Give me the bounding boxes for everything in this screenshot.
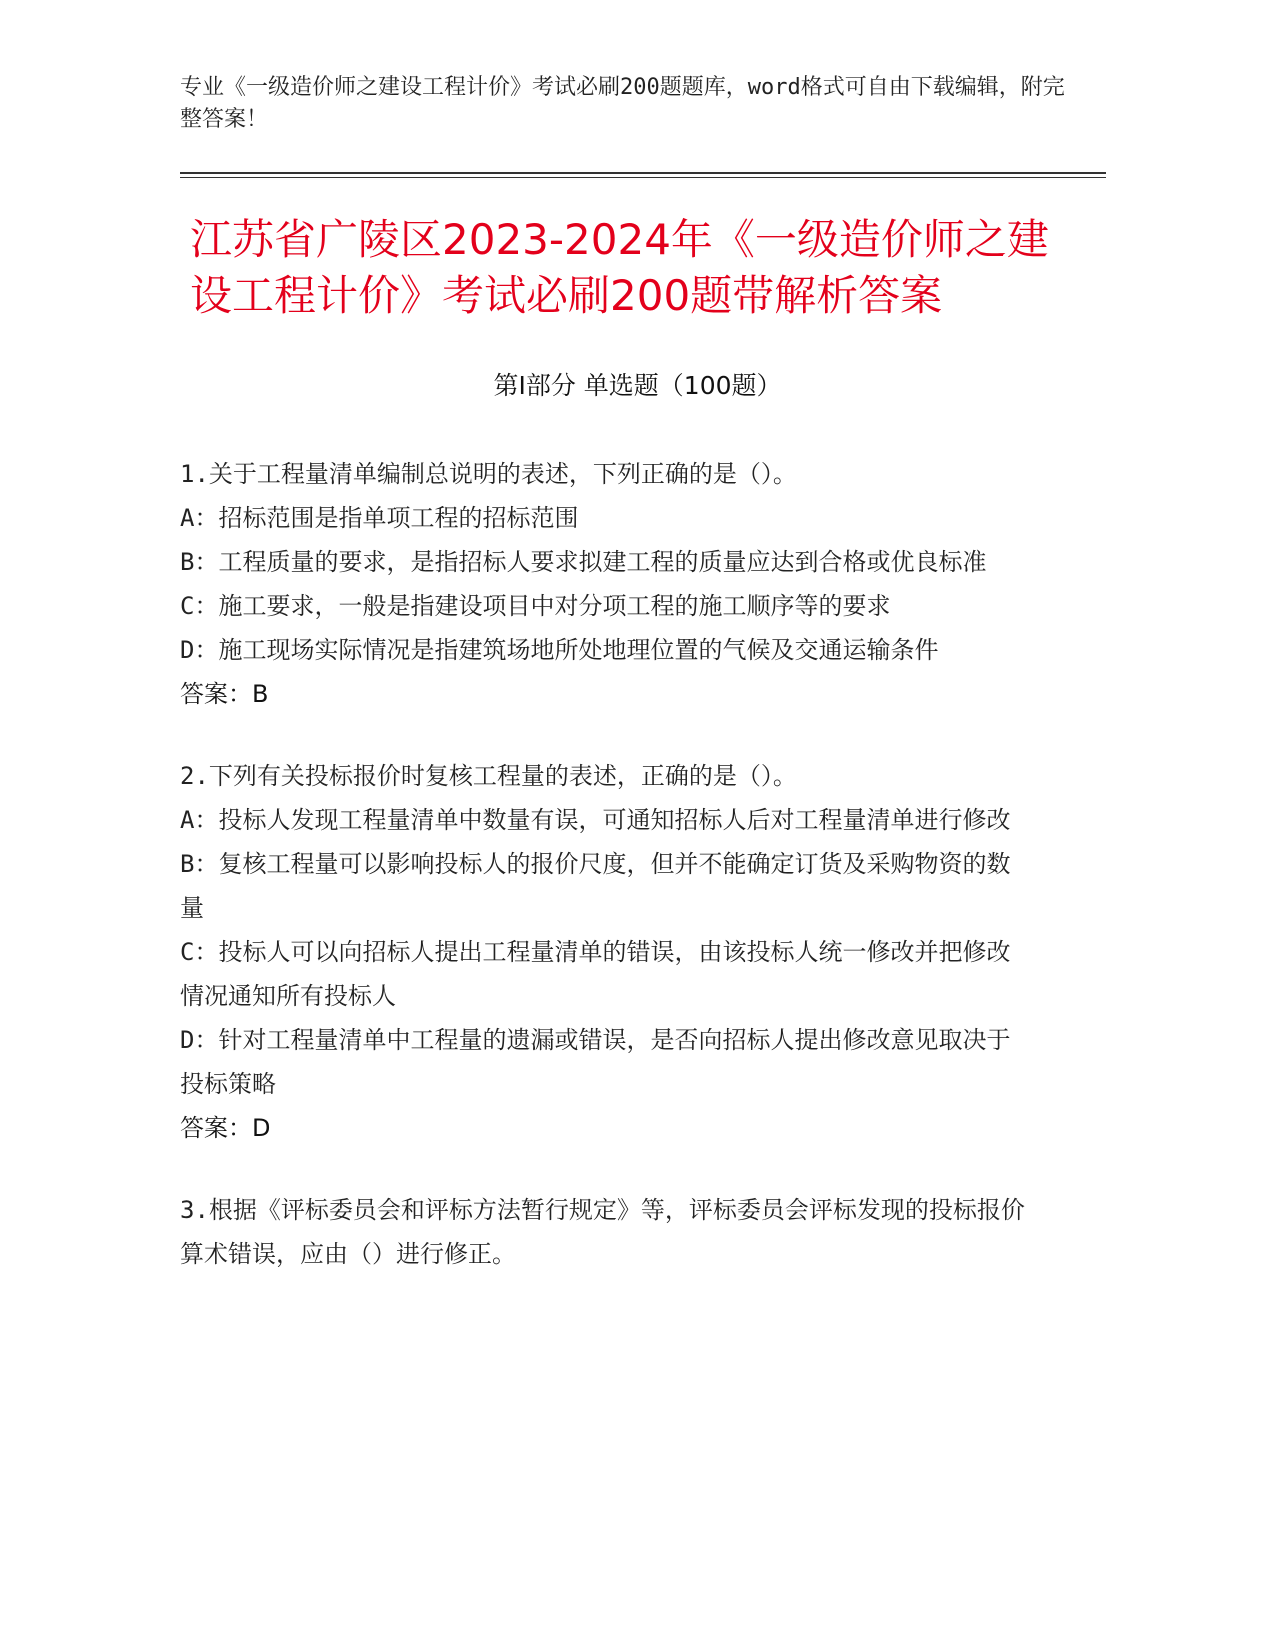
section-heading: 第Ⅰ部分 单选题（100题） bbox=[493, 371, 782, 400]
question-2 bbox=[180, 754, 1030, 1150]
header-note: 专业《一级造价师之建设工程计价》考试必刷200题题库，word格式可自由下载编辑，附完整答案！ bbox=[180, 75, 1065, 132]
answer: 答案：B bbox=[180, 680, 269, 708]
answer: 答案：D bbox=[180, 1114, 271, 1142]
question-stem: 1.关于工程量清单编制总说明的表述，下列正确的是（）。 bbox=[180, 460, 797, 488]
document-title: 江苏省广陵区2023-2024年《一级造价师之建设工程计价》考试必刷200题带解析答案 bbox=[190, 215, 1049, 320]
header-divider-thin bbox=[180, 177, 1106, 178]
option-d: D：针对工程量清单中工程量的遗漏或错误，是否向招标人提出修改意见取决于投标策略 bbox=[180, 1026, 1011, 1098]
option-c: C：投标人可以向招标人提出工程量清单的错误，由该投标人统一修改并把修改情况通知所有投标人 bbox=[180, 938, 1011, 1010]
question-1 bbox=[180, 452, 1030, 716]
option-a: A：投标人发现工程量清单中数量有误，可通知招标人后对工程量清单进行修改 bbox=[180, 806, 1011, 834]
question-list bbox=[180, 452, 1030, 1314]
option-b: B：工程质量的要求，是指招标人要求拟建工程的质量应达到合格或优良标准 bbox=[180, 548, 987, 576]
question-stem: 2.下列有关投标报价时复核工程量的表述，正确的是（）。 bbox=[180, 762, 797, 790]
option-b: B：复核工程量可以影响投标人的报价尺度，但并不能确定订货及采购物资的数量 bbox=[180, 850, 1011, 922]
question-stem: 3.根据《评标委员会和评标方法暂行规定》等，评标委员会评标发现的投标报价算术错误，应由（）进行修正。 bbox=[180, 1196, 1025, 1268]
option-d: D：施工现场实际情况是指建筑场地所处地理位置的气候及交通运输条件 bbox=[180, 636, 939, 664]
option-a: A：招标范围是指单项工程的招标范围 bbox=[180, 504, 579, 532]
question-3 bbox=[180, 1188, 1030, 1276]
header-divider-thick bbox=[180, 172, 1106, 174]
option-c: C：施工要求，一般是指建设项目中对分项工程的施工顺序等的要求 bbox=[180, 592, 891, 620]
